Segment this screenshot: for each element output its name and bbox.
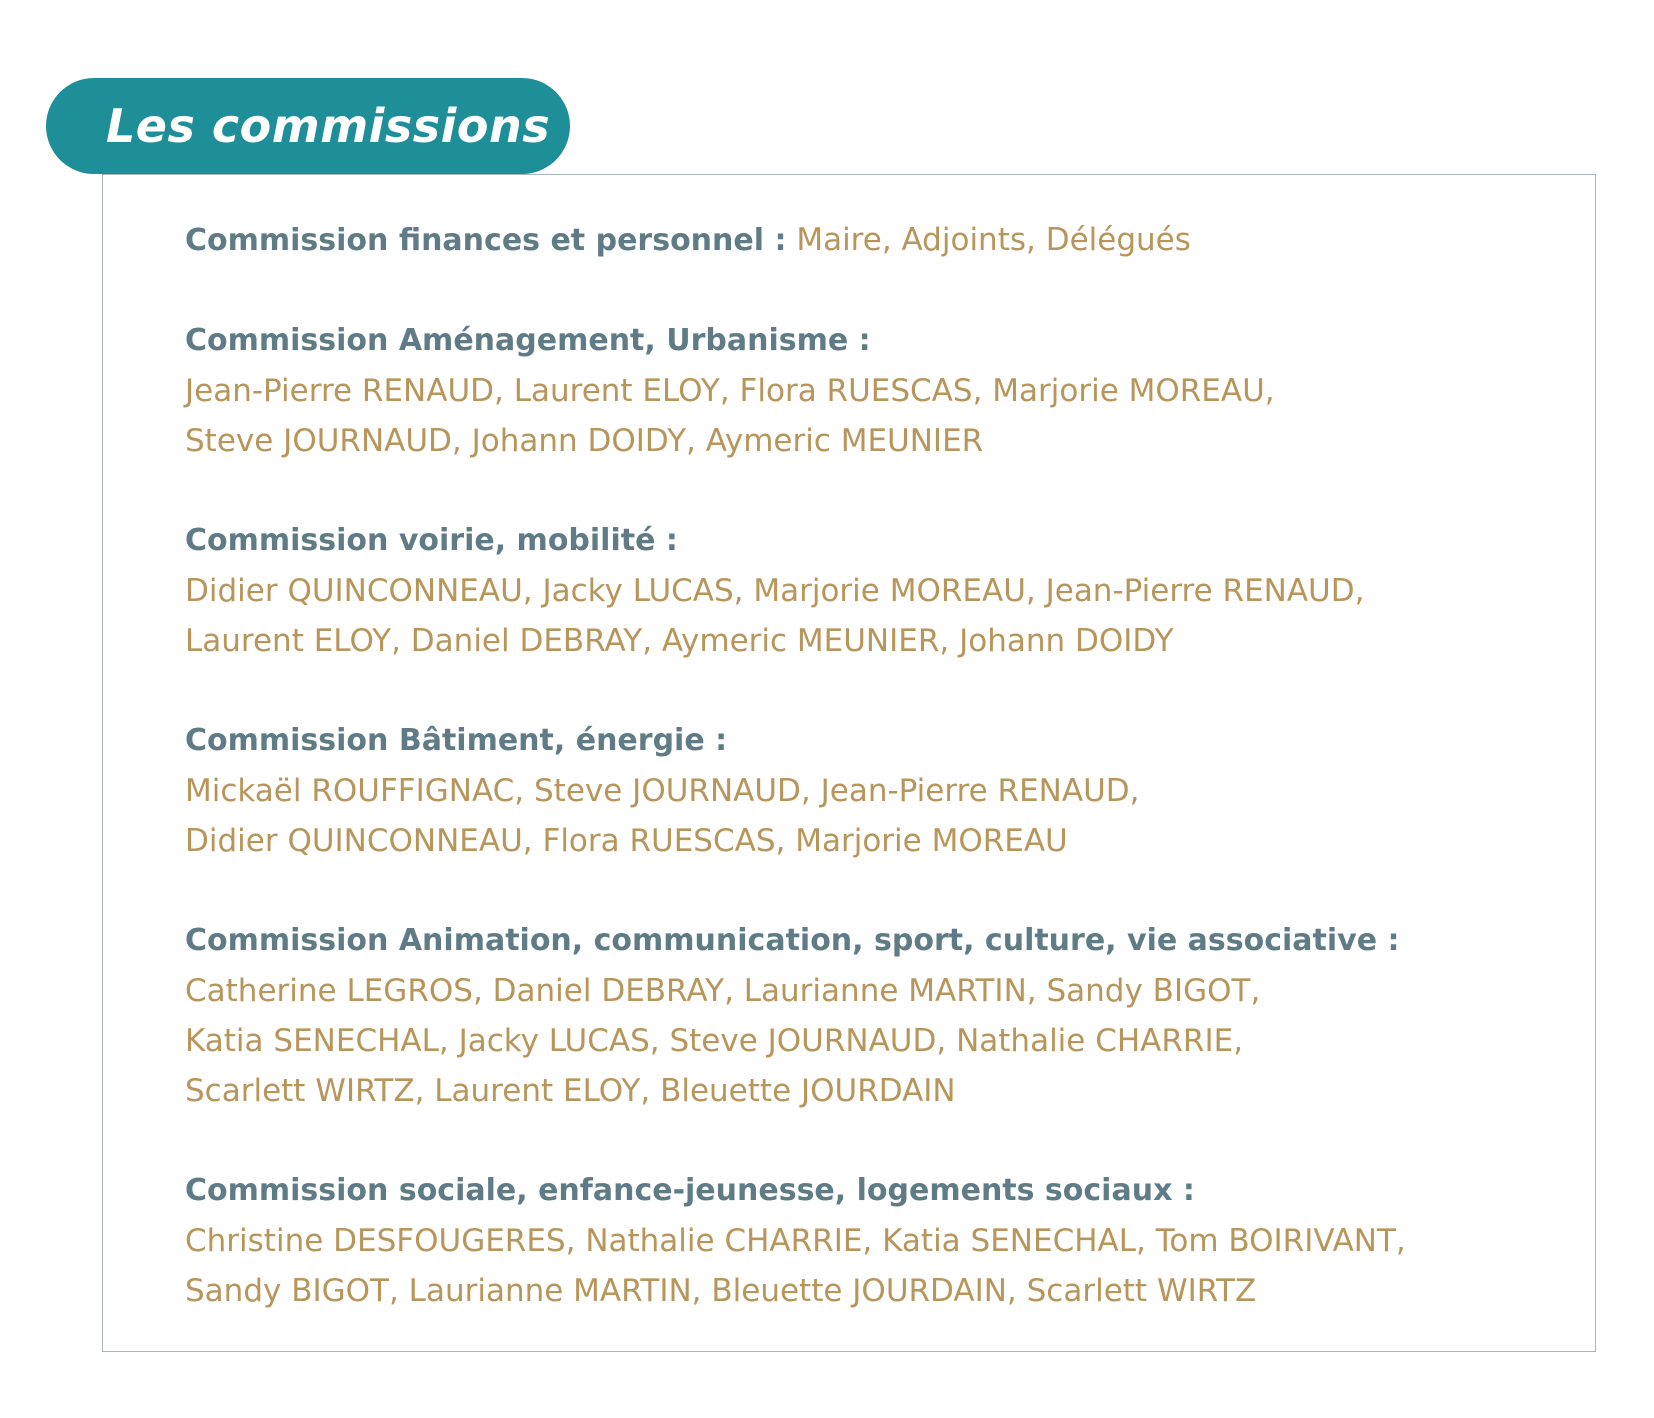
- commission-members-line: Laurent ELOY, Daniel DEBRAY, Aymeric MEUNIER, Johann DOIDY: [185, 623, 1174, 659]
- page-title: Les commissions: [106, 99, 551, 153]
- commission-heading: Commission sociale, enfance-jeunesse, logements sociaux :: [185, 1173, 1195, 1208]
- commission-members-line: Didier QUINCONNEAU, Jacky LUCAS, Marjorie MOREAU, Jean-Pierre RENAUD,: [185, 573, 1365, 609]
- commission-heading: [185, 215, 1575, 266]
- commission-heading: Commission Aménagement, Urbanisme :: [185, 323, 871, 358]
- commission-animation: [185, 916, 1575, 1116]
- commission-heading: Commission voirie, mobilité :: [185, 523, 678, 558]
- commission-members-line: Jean-Pierre RENAUD, Laurent ELOY, Flora RUESCAS, Marjorie MOREAU,: [185, 373, 1275, 409]
- commission-heading: Commission Animation, communication, sport, culture, vie associative :: [185, 923, 1400, 958]
- commission-title: Commission finances et personnel :: [185, 223, 787, 258]
- commissions-list: [185, 215, 1575, 1366]
- commission-finances: [185, 215, 1575, 266]
- title-banner: [46, 78, 570, 174]
- commission-members: Maire, Adjoints, Délégués: [786, 222, 1191, 258]
- commission-batiment: [185, 716, 1575, 866]
- commission-amenagement: [185, 316, 1575, 466]
- commission-members-line: Mickaël ROUFFIGNAC, Steve JOURNAUD, Jean-Pierre RENAUD,: [185, 773, 1140, 809]
- commission-sociale: [185, 1166, 1575, 1316]
- commission-members-line: Katia SENECHAL, Jacky LUCAS, Steve JOURNAUD, Nathalie CHARRIE,: [185, 1023, 1244, 1059]
- commission-members-line: Didier QUINCONNEAU, Flora RUESCAS, Marjorie MOREAU: [185, 823, 1068, 859]
- commission-members-line: Sandy BIGOT, Laurianne MARTIN, Bleuette JOURDAIN, Scarlett WIRTZ: [185, 1273, 1257, 1309]
- commission-members-line: Scarlett WIRTZ, Laurent ELOY, Bleuette JOURDAIN: [185, 1073, 956, 1109]
- commission-voirie: [185, 516, 1575, 666]
- commission-members-line: Steve JOURNAUD, Johann DOIDY, Aymeric MEUNIER: [185, 423, 984, 459]
- commission-heading: Commission Bâtiment, énergie :: [185, 723, 728, 758]
- commission-members-line: Catherine LEGROS, Daniel DEBRAY, Laurianne MARTIN, Sandy BIGOT,: [185, 973, 1261, 1009]
- commission-members-line: Christine DESFOUGERES, Nathalie CHARRIE, Katia SENECHAL, Tom BOIRIVANT,: [185, 1223, 1406, 1259]
